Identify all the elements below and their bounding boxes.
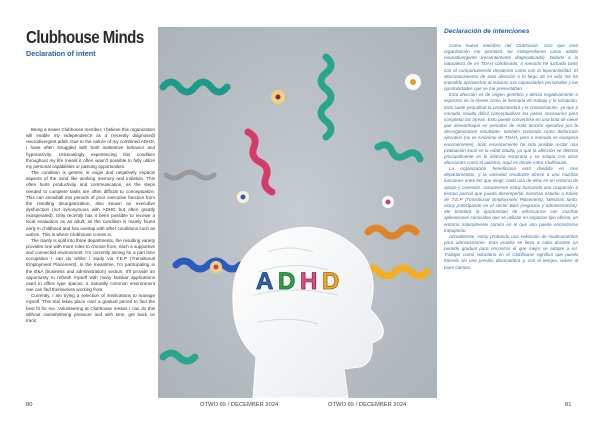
left-header [26, 28, 154, 58]
letter-a: A [256, 268, 274, 295]
english-paragraph: The condition is genetic in origin and negatively impacts aspects of the mind like working memory and initiation. This often hurts productivity and communication, as the steps needed to complete tasks are often difficult to conceptualize. This can snowball into periods of poor executive function from the resulting disorganization, also known as executive dysfunction (not synonymous with ADHD but often greatly exasperated). Only recently has it been possible to receive a local evaluation as an adult, as the condition is mainly found early in childhood and has overlap with other conditions such as autism. This is where Clubhouse comes in. [26, 170, 155, 237]
spanish-paragraph: Esta afección es de origen genético y afecta negativamente a aspectos de la mente como la memoria de trabajo y la iniciación. Esto suele perjudicar la productividad y la comunicación, ya que a menudo resulta difícil conceptualizar los pasos necesarios para completar las tareas. Esto puede convertirse en una bola de nieve que desemboque en periodos de mala función ejecutiva por la desorganización resultante, también conocida como disfunción ejecutiva (no es sinónimo de TDAH, pero a menudo se exaspera enormemente). Sólo recientemente ha sido posible recibir una evaluación local en la edad adulta, ya que la afección se detecta principalmente en la infancia temprana y se solapa con otras afecciones como el autismo. Aquí es donde entra Clubhouse. [444, 92, 578, 165]
article-subtitle: Declaration of intent [26, 49, 96, 58]
english-paragraph: Being a newer Clubhouse member, I believe this organization will enable my independence as a (recently diagnosed) neurodivergent adult. Due to the nature of my combined ADHD, I have often struggled with both inattentive behavior and hyperactivity. Unknowingly experiencing this condition throughout my life meant it often wasn't possible to fully utilize my personal capabilities or passing opportunities. [26, 127, 155, 169]
letter-h: H [300, 268, 318, 295]
spanish-body [444, 43, 578, 271]
footer-left: OTWO 65 / DECEMBER 2024 [200, 402, 279, 408]
page-number-left: 80 [26, 402, 33, 408]
adhd-photo [158, 27, 437, 398]
page-number-right: 81 [565, 402, 572, 408]
spanish-paragraph: Actualmente, estoy probando una selección de medicamentos para administrarme. Esta prueba se lleva a cabo durante un periodo gradual para encontrar el que mejor se adapte a mí. Trabajar como voluntario en el Clubhouse significa que puedo hacerlo sin una presión abrumadora y, con el tiempo, volver al buen camino. [444, 233, 578, 270]
footer-right: OTWO 65 / DECEMBER 2024 [328, 402, 407, 408]
right-header [444, 28, 578, 43]
photo-illustration [158, 27, 437, 398]
letter-d1: D [278, 268, 296, 295]
letter-d2: D [322, 268, 340, 295]
spanish-paragraph: La organización beneficiaria está dividida en tres departamentos, y la variedad resultante ofrece a uno muchas funciones entre las que elegir, cada una de ellas en un entorno de apoyo y conexión. Actualmente estoy buscando una ocupación a tiempo parcial que pueda desempeñar mientras estudio a través de T.E.P (Transitional Employment Placement). Mientras tanto, estoy participando en el sector B&A (negocios y administración). Me brindará la oportunidad de refrescarme con muchas aplicaciones conocidas que se utilizan en espacios tipo oficina, un entorno naturalmente común en el que uno puede encontrarse trabajando. [444, 166, 578, 233]
article-title: Clubhouse Minds [26, 27, 144, 47]
english-paragraph: The clarity is split into three departments, the resulting variety provides one with more roles to choose from, each a supportive and connected environment. I'm currently aiming for a part time occupation I can do whilst I study via T.E.P (Transitional Employment Placement). In the meantime, I'm participating in the B&A (business and administration) section. It'll provide an opportunity to refresh myself with many familiar applications used in office type spaces, a naturally common environment one can find themselves working from. [26, 237, 155, 293]
spanish-paragraph: Como nuevo miembro del Clubhouse, creo que esta organización me permitirá ser independiente como adulto neurodivergente (recientemente diagnosticado). Debido a la naturaleza de mi TDAH combinado, a menudo he luchado tanto con el comportamiento desatento como con la hiperactividad. El desconocimiento de esta afección a lo largo de mi vida me ha impedido aprovechar al máximo mis capacidades personales y las oportunidades que se me presentaban. [444, 43, 578, 92]
spanish-title: Declaración de intenciones [444, 28, 530, 35]
english-body [26, 127, 155, 324]
english-paragraph: Currently, I am trying a selection of medications to manage myself. This trial takes place over a gradual period to find the best fit for me. Volunteering at Clubhouse means I can do this without overwhelming pressure and with time, get back on track. [26, 293, 155, 323]
